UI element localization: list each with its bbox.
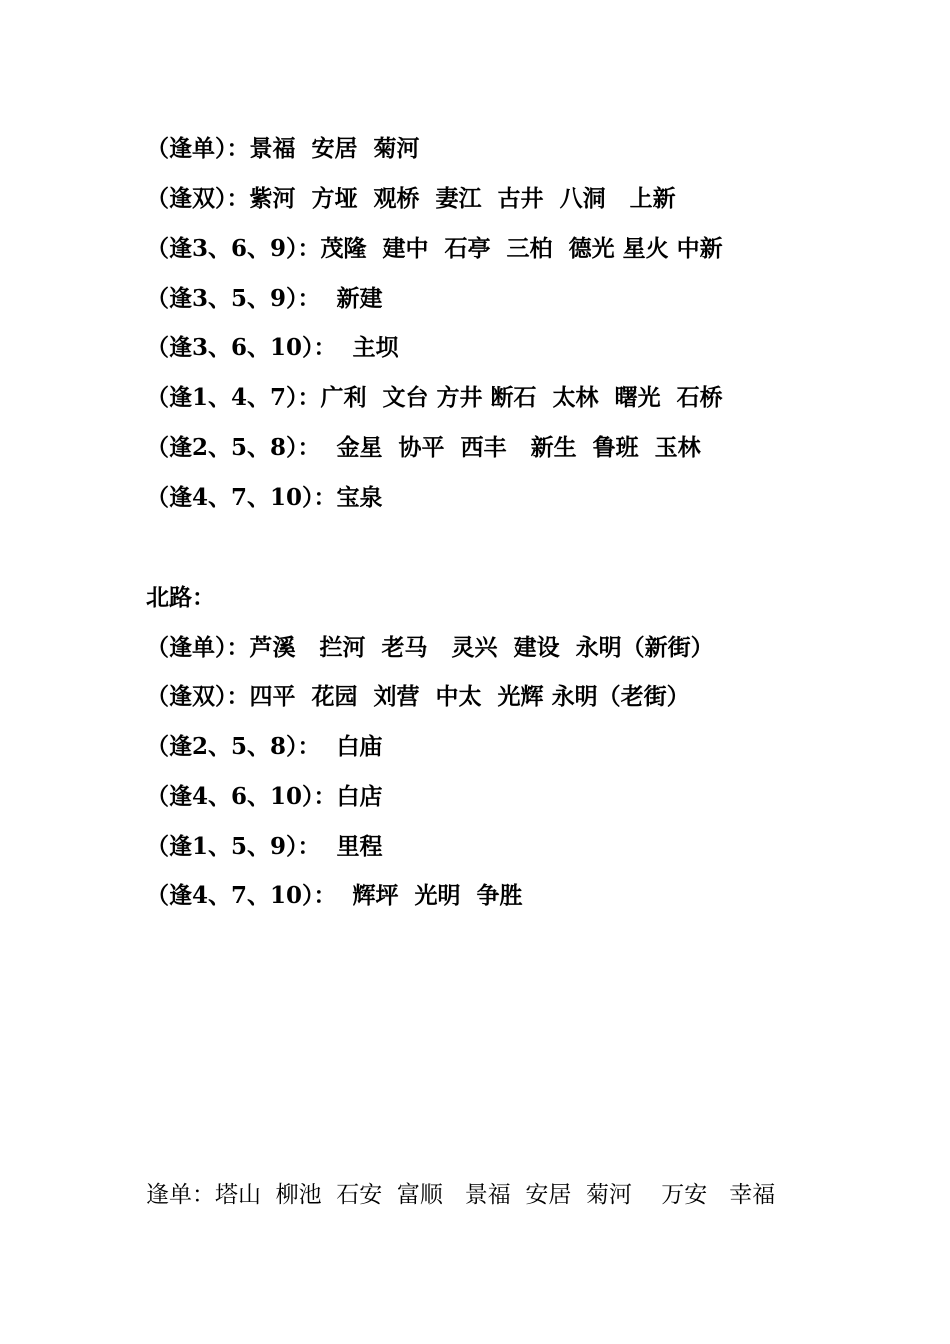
schedule-line: （逢3、6、10）： 主坝	[146, 334, 399, 361]
schedule-line: （逢单）：景福 安居 菊河	[146, 135, 420, 162]
section-heading: 北路：	[146, 584, 215, 611]
schedule-line: （逢双）：紫河 方垭 观桥 妻江 古井 八洞 上新	[146, 185, 676, 212]
schedule-line: （逢3、6、9）：茂隆 建中 石亭 三柏 德光 星火 中新	[146, 235, 723, 262]
schedule-line: （逢1、5、9）： 里程	[146, 833, 383, 860]
schedule-line: （逢4、7、10）：宝泉	[146, 484, 383, 511]
schedule-line: （逢4、7、10）： 辉坪 光明 争胜	[146, 882, 523, 909]
schedule-line: （逢4、6、10）：白店	[146, 783, 383, 810]
schedule-line: （逢单）：芦溪 拦河 老马 灵兴 建设 永明（新街）	[146, 634, 714, 661]
schedule-line: （逢1、4、7）：广利 文台 方井 断石 太林 曙光 石桥	[146, 384, 723, 411]
footer-line: 逢单：塔山 柳池 石安 富顺 景福 安居 菊河 万安 幸福	[146, 1182, 776, 1208]
schedule-line: （逢2、5、8）： 白庙	[146, 733, 383, 760]
schedule-line: （逢2、5、8）： 金星 协平 西丰 新生 鲁班 玉林	[146, 434, 701, 461]
schedule-line: （逢3、5、9）： 新建	[146, 285, 383, 312]
schedule-line: （逢双）：四平 花园 刘营 中太 光辉 永明（老街）	[146, 683, 690, 710]
